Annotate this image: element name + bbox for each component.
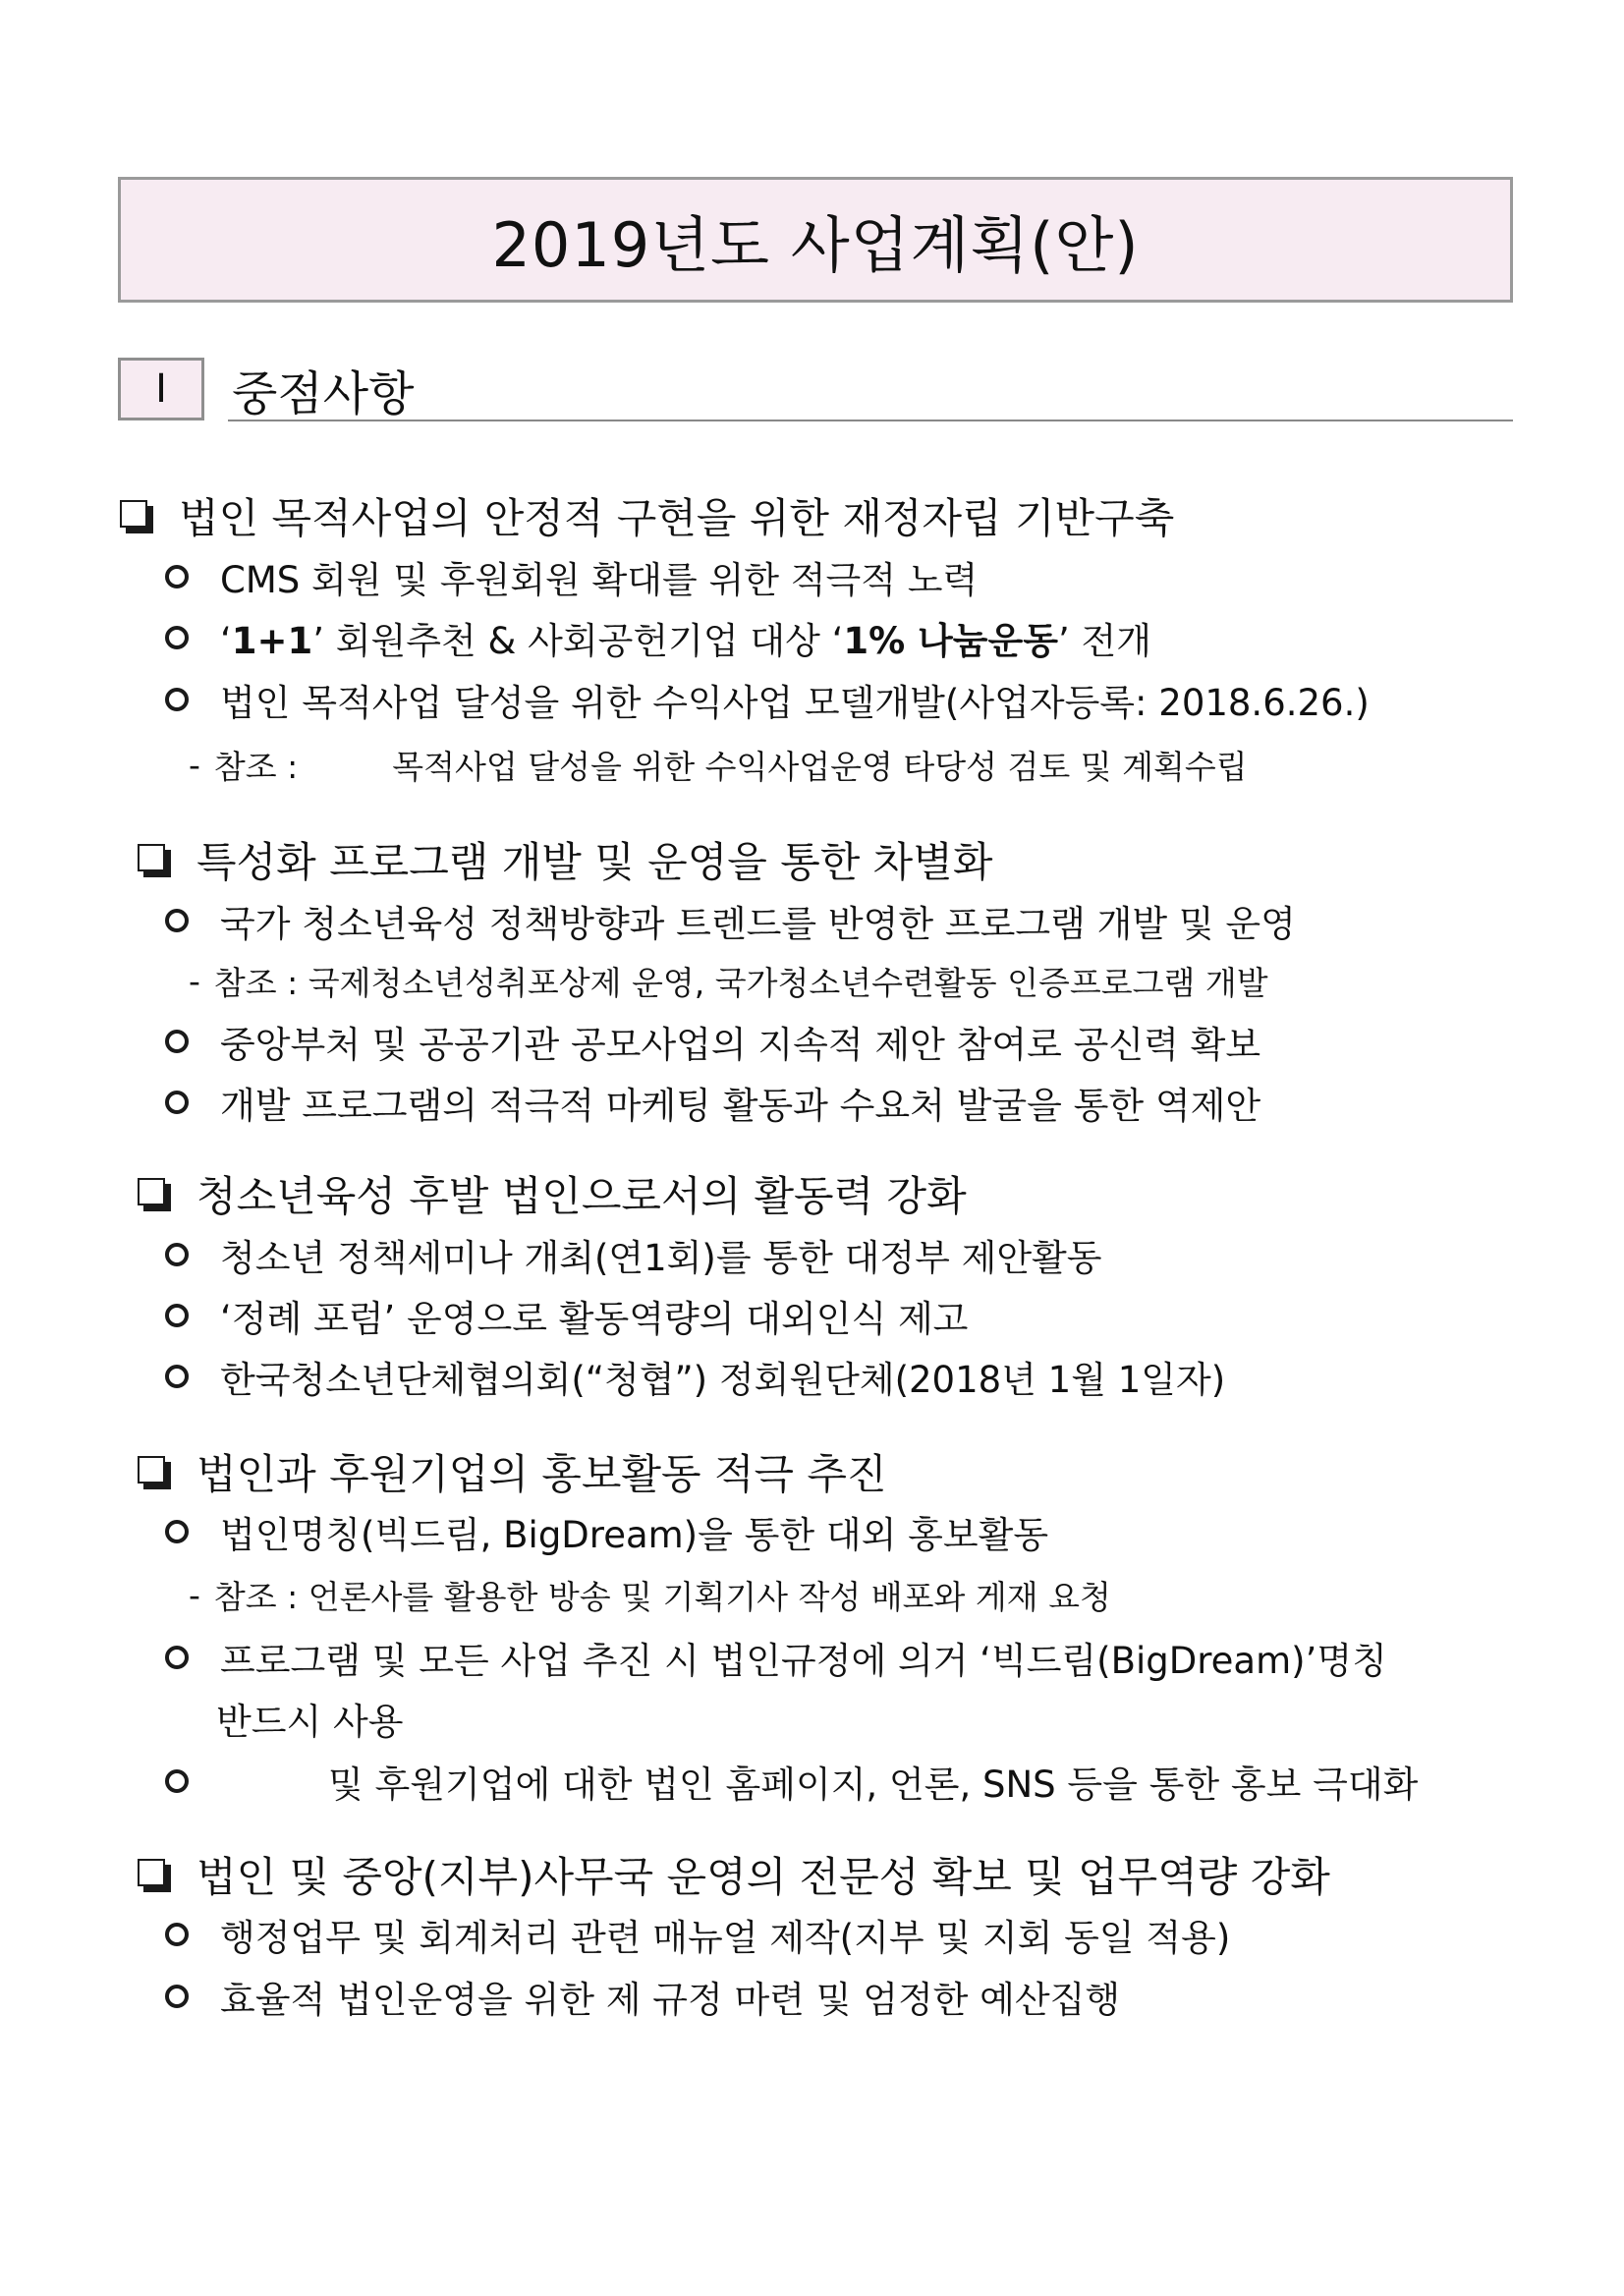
dash-marker: - bbox=[189, 1576, 200, 1614]
group-heading-3 bbox=[138, 1164, 967, 1223]
dash-marker: - bbox=[189, 962, 200, 1000]
checkbox-square-icon bbox=[138, 1859, 169, 1890]
checkbox-square-icon bbox=[138, 1178, 169, 1209]
document-title: 2019년도 사업계획(안) bbox=[491, 208, 1140, 281]
group-heading-1 bbox=[120, 486, 1174, 545]
circle-bullet-icon bbox=[165, 1365, 189, 1388]
heading-text: 청소년육성 후발 법인으로서의 활동력 강화 bbox=[196, 1172, 967, 1220]
circle-bullet-icon bbox=[165, 1646, 189, 1669]
bullet-item bbox=[165, 673, 1370, 726]
group-heading-5 bbox=[138, 1845, 1330, 1904]
bullet-text: ‘정례 포럼’ 운영으로 활동역량의 대외인식 제고 bbox=[220, 1298, 969, 1340]
checkbox-square-icon bbox=[120, 500, 151, 532]
heading-text: 법인과 후원기업의 홍보활동 적극 추진 bbox=[196, 1450, 887, 1498]
bullet-item bbox=[165, 1631, 1387, 1684]
bullet-item bbox=[165, 1755, 1418, 1808]
group-heading-2 bbox=[138, 830, 992, 889]
bullet-text: 국가 청소년육성 정책방향과 트렌드를 반영한 프로그램 개발 및 운영 bbox=[220, 903, 1296, 945]
heading-text: 특성화 프로그램 개발 및 운영을 통한 차별화 bbox=[196, 838, 993, 886]
bullet-text: 및 후원기업에 대한 법인 홈페이지, 언론, SNS 등을 통한 홍보 극대화 bbox=[328, 1764, 1419, 1806]
bullet-text: 법인명칭(빅드림, BigDream)을 통한 대외 홍보활동 bbox=[220, 1514, 1049, 1556]
bullet-item bbox=[165, 1289, 968, 1342]
circle-bullet-icon bbox=[165, 565, 189, 588]
circle-bullet-icon bbox=[165, 1030, 189, 1053]
note-item bbox=[189, 1572, 1111, 1618]
bullet-text-continued: 반드시 사용 bbox=[216, 1701, 404, 1743]
checkbox-square-icon bbox=[138, 1456, 169, 1487]
bullet-item bbox=[165, 1076, 1260, 1129]
bullet-item bbox=[165, 1015, 1260, 1068]
bullet-item bbox=[165, 550, 978, 603]
bullet-item bbox=[165, 1350, 1225, 1403]
bullet-item bbox=[165, 1505, 1048, 1558]
bullet-text: 효율적 법인운영을 위한 제 규정 마련 및 엄정한 예산집행 bbox=[220, 1979, 1121, 2021]
section-number: Ⅰ bbox=[155, 366, 167, 412]
heading-text: 법인 목적사업의 안정적 구현을 위한 재정자립 기반구축 bbox=[179, 494, 1175, 542]
note-text: 참조 : 언론사를 활용한 방송 및 기획기사 작성 배포와 게재 요청 bbox=[213, 1578, 1111, 1616]
section-title: 중점사항 bbox=[232, 366, 415, 421]
bullet-text: 중앙부처 및 공공기관 공모사업의 지속적 제안 참여로 공신력 확보 bbox=[220, 1024, 1261, 1066]
bullet-text: 법인 목적사업 달성을 위한 수익사업 모델개발(사업자등록: 2018.6.26.) bbox=[220, 682, 1370, 724]
bullet-continuation bbox=[216, 1692, 403, 1745]
note-text: 목적사업 달성을 위한 수익사업운영 타당성 검토 및 계획수립 bbox=[392, 748, 1248, 786]
note-prefix: 참조 : bbox=[213, 748, 299, 786]
checkbox-square-icon bbox=[138, 844, 169, 875]
bullet-text: 행정업무 및 회계처리 관련 매뉴얼 제작(지부 및 지회 동일 적용) bbox=[220, 1917, 1231, 1959]
section-number-box bbox=[118, 358, 204, 420]
bullet-item bbox=[165, 894, 1296, 947]
bullet-item bbox=[165, 1228, 1102, 1281]
bullet-text: 한국청소년단체협의회(“청협”) 정회원단체(2018년 1월 1일자) bbox=[220, 1359, 1226, 1401]
bullet-text: ‘1+1’ 회원추천 & 사회공헌기업 대상 ‘1% 나눔운동’ 전개 bbox=[220, 620, 1152, 662]
bullet-item bbox=[165, 611, 1151, 664]
circle-bullet-icon bbox=[165, 1985, 189, 2008]
title-box bbox=[118, 177, 1513, 303]
bullet-text: CMS 회원 및 후원회원 확대를 위한 적극적 노력 bbox=[220, 559, 979, 601]
note-item bbox=[189, 958, 1268, 1004]
section-divider bbox=[228, 420, 1513, 421]
circle-bullet-icon bbox=[165, 1091, 189, 1114]
circle-bullet-icon bbox=[165, 1923, 189, 1946]
bullet-text: 프로그램 및 모든 사업 추진 시 법인규정에 의거 ‘빅드림(BigDream)’명칭 bbox=[220, 1640, 1387, 1682]
bullet-text: 청소년 정책세미나 개최(연1회)를 통한 대정부 제안활동 bbox=[220, 1237, 1102, 1279]
circle-bullet-icon bbox=[165, 626, 189, 649]
heading-text: 법인 및 중앙(지부)사무국 운영의 전문성 확보 및 업무역량 강화 bbox=[196, 1853, 1330, 1901]
circle-bullet-icon bbox=[165, 1769, 189, 1793]
dash-marker: - bbox=[189, 746, 200, 784]
note-item bbox=[189, 742, 1248, 788]
group-heading-4 bbox=[138, 1442, 887, 1501]
circle-bullet-icon bbox=[165, 1304, 189, 1327]
circle-bullet-icon bbox=[165, 909, 189, 932]
circle-bullet-icon bbox=[165, 688, 189, 711]
circle-bullet-icon bbox=[165, 1243, 189, 1266]
bullet-item bbox=[165, 1908, 1230, 1961]
note-text: 참조 : 국제청소년성취포상제 운영, 국가청소년수련활동 인증프로그램 개발 bbox=[213, 964, 1268, 1002]
bullet-item bbox=[165, 1970, 1120, 2023]
bullet-text: 개발 프로그램의 적극적 마케팅 활동과 수요처 발굴을 통한 역제안 bbox=[220, 1085, 1261, 1127]
circle-bullet-icon bbox=[165, 1520, 189, 1543]
